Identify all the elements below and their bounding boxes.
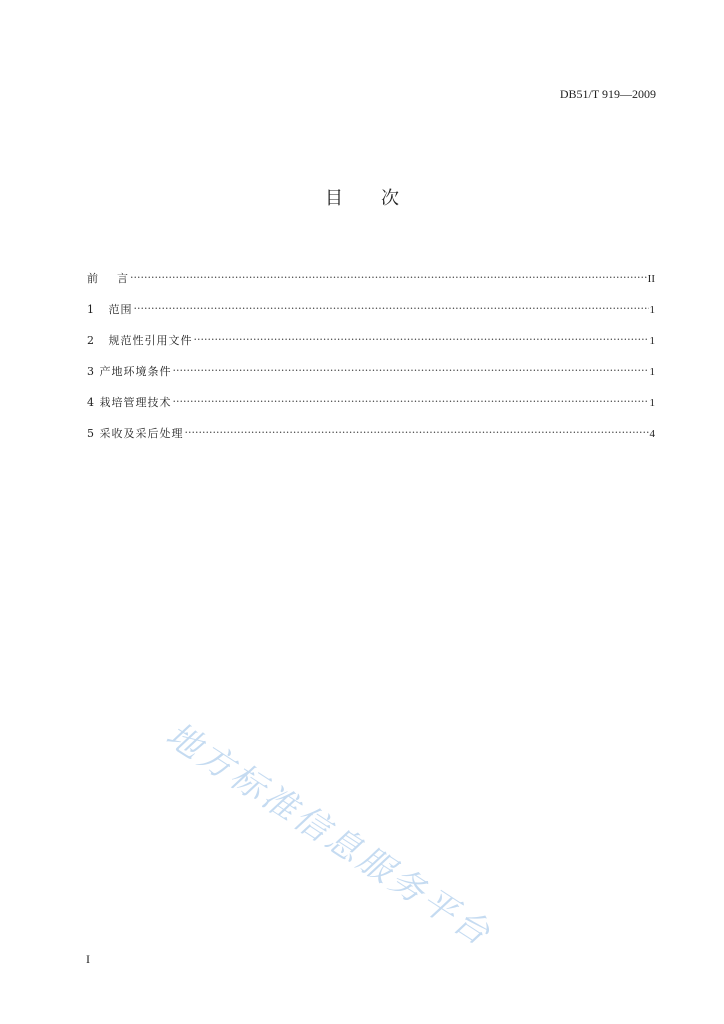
- toc-leader-dots: [173, 395, 649, 408]
- toc-entry-label: 2 规范性引用文件: [87, 334, 193, 347]
- toc-entry-page: II: [647, 273, 655, 285]
- toc-entry-page: 1: [649, 397, 655, 409]
- toc-entry-label: 3 产地环境条件: [87, 365, 172, 378]
- toc-leader-dots: [130, 271, 647, 284]
- page-number: I: [86, 952, 90, 966]
- toc-entry-environment[interactable]: [87, 363, 655, 394]
- document-code: DB51/T 919—2009: [559, 87, 656, 101]
- toc-entry-normative-references[interactable]: [87, 332, 655, 363]
- toc-leader-dots: [134, 302, 649, 315]
- toc-entry-label: 前 言: [87, 272, 129, 285]
- table-of-contents: [87, 270, 655, 456]
- toc-entry-foreword[interactable]: [87, 270, 655, 301]
- toc-entry-page: 1: [649, 335, 655, 347]
- toc-entry-cultivation[interactable]: [87, 394, 655, 425]
- toc-entry-page: 1: [649, 304, 655, 316]
- watermark: 地方标准信息服务平台: [158, 714, 500, 956]
- toc-entry-label: 1 范围: [87, 303, 133, 316]
- toc-leader-dots: [194, 333, 649, 346]
- toc-entry-harvest[interactable]: [87, 425, 655, 456]
- toc-leader-dots: [185, 426, 649, 439]
- toc-entry-label: 4 栽培管理技术: [87, 396, 172, 409]
- toc-entry-scope[interactable]: [87, 301, 655, 332]
- page-title: 目次: [325, 188, 437, 209]
- toc-entry-page: 4: [649, 428, 655, 440]
- toc-entry-page: 1: [649, 366, 655, 378]
- toc-entry-label: 5 采收及采后处理: [87, 427, 184, 440]
- toc-leader-dots: [173, 364, 649, 377]
